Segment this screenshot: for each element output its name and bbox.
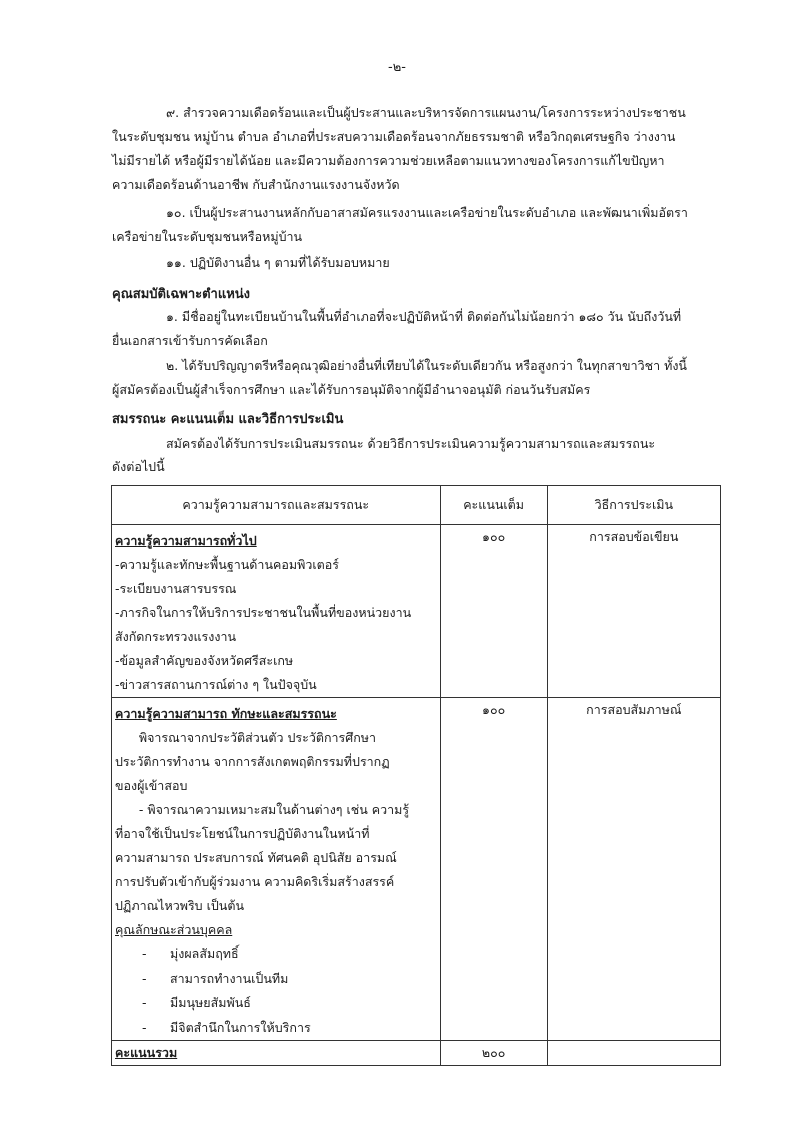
competency-table — [111, 485, 721, 1066]
qualification-1-line-2: ยื่นเอกสารเข้ารับการคัดเลือก — [112, 333, 268, 348]
duty-9-line-4: ความเดือดร้อนด้านอาชีพ กับสำนักงานแรงงานจังหวัด — [112, 177, 400, 192]
skills-competency-line: ที่อาจใช้เป็นประโยชน์ในการปฏิบัติงานในหน้าที่ — [115, 826, 370, 841]
header-full-score: คะแนนเต็ม — [440, 486, 547, 525]
skills-competency-score: ๑๐๐ — [440, 698, 547, 1041]
skills-competency-line: พิจารณาจากประวัติส่วนตัว ประวัติการศึกษา — [115, 730, 377, 745]
general-knowledge-item: -ความรู้และทักษะพื้นฐานด้านคอมพิวเตอร์ — [115, 557, 339, 572]
total-score: ๒๐๐ — [440, 1041, 547, 1066]
bullet-text: มีจิตสำนึกในการให้บริการ — [170, 1019, 311, 1035]
table-row — [112, 698, 721, 1041]
skills-competency-line: ประวัติการทำงาน จากการสังเกตพฤติกรรมที่ปรากฏ — [115, 754, 390, 769]
duty-9-line-1: ๙. สำรวจความเดือดร้อนและเป็นผู้ประสานและบริหารจัดการแผนงาน/โครงการระหว่างประชาชน — [166, 105, 686, 120]
qualification-2-line-2: ผู้สมัครต้องเป็นผู้สำเร็จการศึกษา และได้รับการอนุมัติจากผู้มีอำนาจอนุมัติ ก่อนวันรับสมัคร — [112, 382, 591, 397]
general-knowledge-item: -ข้อมูลสำคัญของจังหวัดศรีสะเกษ — [115, 653, 294, 668]
header-method: วิธีการประเมิน — [547, 486, 720, 525]
qualification-2-line-1: ๒. ได้รับปริญญาตรีหรือคุณวุฒิอย่างอื่นที่เทียบได้ในระดับเดียวกัน หรือสูงกว่า ในทุกสาขาวิชา ทั้งนี้ — [166, 358, 687, 373]
general-knowledge-item: สังกัดกระทรวงแรงงาน — [115, 629, 237, 644]
personal-attributes-title: คุณลักษณะส่วนบุคคล — [115, 922, 233, 937]
duty-11: ๑๑. ปฏิบัติงานอื่น ๆ ตามที่ได้รับมอบหมาย — [166, 255, 390, 270]
table-header-row — [112, 486, 721, 525]
bullet-mark: - — [142, 995, 147, 1010]
skills-competency-title: ความรู้ความสามารถ ทักษะและสมรรถนะ — [115, 706, 337, 721]
competency-heading: สมรรถนะ คะแนนเต็ม และวิธีการประเมิน — [112, 412, 344, 427]
list-item — [112, 1016, 440, 1041]
duty-10-line-1: ๑๐. เป็นผู้ประสานงานหลักกับอาสาสมัครแรงงานและเครือข่ายในระดับอำเภอ และพัฒนาเพิ่มอัตรา — [166, 205, 688, 220]
skills-competency-line: - พิจารณาความเหมาะสมในด้านต่างๆ เช่น ความรู้ — [115, 802, 410, 817]
skills-competency-method: การสอบสัมภาษณ์ — [547, 698, 720, 1041]
skills-competency-line: ปฏิภาณไหวพริบ เป็นต้น — [115, 898, 245, 913]
general-knowledge-title: ความรู้ความสามารถทั่วไป — [115, 533, 257, 548]
bullet-mark: - — [142, 1019, 147, 1035]
duty-10-line-2: เครือข่ายในระดับชุมชนหรือหมู่บ้าน — [112, 229, 303, 244]
bullet-mark: - — [142, 970, 147, 986]
list-item — [112, 942, 440, 967]
duty-9-line-3: ไม่มีรายได้ หรือผู้มีรายได้น้อย และมีความต้องการความช่วยเหลือตามแนวทางของโครงการแก้ไขปัญหา — [112, 153, 665, 168]
total-label: คะแนนรวม — [115, 1045, 178, 1060]
competency-intro-line-1: สมัครต้องได้รับการประเมินสมรรถนะ ด้วยวิธีการประเมินความรู้ความสามารถและสมรรถนะ — [166, 436, 656, 451]
bullet-text: มุ่งผลสัมฤทธิ์ — [170, 946, 239, 961]
list-item — [112, 967, 440, 992]
table-total-row — [112, 1041, 721, 1066]
bullet-mark: - — [142, 946, 147, 961]
table-row — [112, 525, 721, 698]
page-number: -๒- — [388, 60, 406, 75]
duty-9-line-2: ในระดับชุมชน หมู่บ้าน ตำบล อำเภอที่ประสบความเดือดร้อนจากภัยธรรมชาติ หรือวิกฤตเศรษฐกิจ ว่างงาน — [112, 129, 676, 144]
skills-competency-line: การปรับตัวเข้ากับผู้ร่วมงาน ความคิดริเริ่มสร้างสรรค์ — [115, 874, 395, 889]
general-knowledge-method: การสอบข้อเขียน — [547, 525, 720, 698]
skills-competency-line: ของผู้เข้าสอบ — [115, 778, 188, 793]
total-method-empty — [547, 1041, 720, 1066]
total-label-cell — [112, 1041, 441, 1066]
qualifications-heading: คุณสมบัติเฉพาะตำแหน่ง — [112, 287, 251, 302]
competency-intro-line-2: ดังต่อไปนี้ — [112, 459, 165, 474]
general-knowledge-score: ๑๐๐ — [440, 525, 547, 698]
general-knowledge-item: -ระเบียบงานสารบรรณ — [115, 581, 237, 596]
general-knowledge-cell — [112, 525, 441, 698]
qualification-1-line-1: ๑. มีชื่ออยู่ในทะเบียนบ้านในพื้นที่อำเภอที่จะปฏิบัติหน้าที่ ติดต่อกันไม่น้อยกว่า ๑๘๐ วัน นับถึงวันที่ — [166, 309, 682, 324]
bullet-text: มีมนุษยสัมพันธ์ — [170, 995, 251, 1010]
general-knowledge-item: -ภารกิจในการให้บริการประชาชนในพื้นที่ของหน่วยงาน — [115, 605, 412, 620]
general-knowledge-item: -ข่าวสารสถานการณ์ต่าง ๆ ในปัจจุบัน — [115, 677, 317, 692]
bullet-text: สามารถทำงานเป็นทีม — [170, 970, 289, 986]
list-item — [112, 991, 440, 1016]
skills-competency-line: ความสามารถ ประสบการณ์ ทัศนคติ อุปนิสัย อารมณ์ — [115, 850, 397, 865]
header-competency: ความรู้ความสามารถและสมรรถนะ — [112, 486, 441, 525]
skills-competency-cell — [112, 698, 441, 1041]
